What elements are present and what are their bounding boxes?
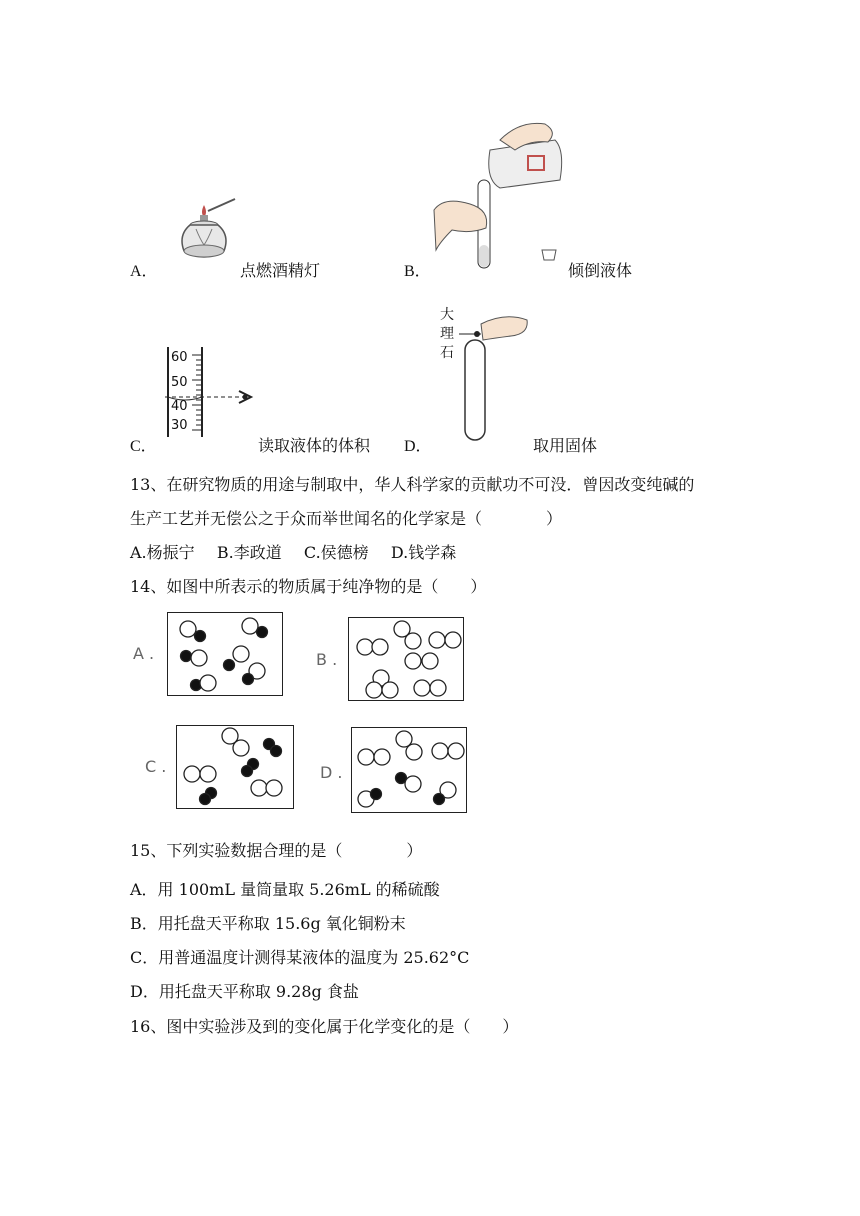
q15-choice-b: B．用托盘天平称取 15.6g 氧化铜粉末 bbox=[130, 914, 406, 933]
marble-label-2: 理 bbox=[440, 326, 454, 342]
option-b-letter: B． bbox=[404, 263, 431, 280]
q14-stem: 14、如图中所表示的物质属于纯净物的是（ ） bbox=[130, 577, 487, 596]
q16-stem: 16、图中实验涉及到的变化属于化学变化的是（ ） bbox=[130, 1017, 519, 1036]
q15-choice-d: D．用托盘天平称取 9.28g 食盐 bbox=[130, 982, 359, 1001]
option-a-letter: A． bbox=[130, 263, 158, 280]
q14-box-a bbox=[167, 612, 283, 696]
tick-30: 30 bbox=[171, 418, 188, 433]
molecules-c bbox=[177, 726, 293, 808]
q14-box-b bbox=[348, 617, 464, 701]
q14-label-b: B . bbox=[316, 650, 338, 669]
marble-label-1: 大 bbox=[440, 307, 454, 323]
q13-choice-a: A.杨振宁 bbox=[130, 543, 195, 562]
q13-choices bbox=[130, 540, 456, 563]
option-a-caption: 点燃酒精灯 bbox=[240, 261, 321, 280]
q14-label-a: A . bbox=[133, 644, 155, 663]
q15-stem: 15、下列实验数据合理的是（ ） bbox=[130, 841, 423, 860]
tick-40: 40 bbox=[171, 399, 188, 414]
q14-label-c: C . bbox=[145, 757, 167, 776]
test-tube-solid-icon bbox=[455, 310, 535, 445]
tick-60: 60 bbox=[171, 350, 188, 365]
q13-choice-c: C.侯德榜 bbox=[303, 543, 369, 562]
q15-choice-a: A．用 100mL 量筒量取 5.26mL 的稀硫酸 bbox=[130, 880, 440, 899]
molecules-b bbox=[349, 618, 463, 700]
option-c-caption: 读取液体的体积 bbox=[258, 436, 371, 455]
q15-choice-c: C．用普通温度计测得某液体的温度为 25.62°C bbox=[130, 948, 470, 967]
marble-label-3: 石 bbox=[440, 345, 454, 361]
pouring-liquid-icon bbox=[430, 110, 570, 270]
q13-choice-b: B.李政道 bbox=[216, 543, 282, 562]
q13-choice-d: D.钱学森 bbox=[390, 543, 457, 562]
option-d-caption: 取用固体 bbox=[533, 436, 598, 455]
q13-stem-line1: 13、在研究物质的用途与制取中，华人科学家的贡献功不可没．曾因改变纯碱的 bbox=[130, 475, 695, 494]
molecules-a bbox=[168, 613, 282, 695]
q14-box-d bbox=[351, 727, 467, 813]
q14-box-c bbox=[176, 725, 294, 809]
option-d-letter: D． bbox=[404, 438, 432, 455]
alcohol-lamp-icon bbox=[160, 195, 240, 275]
q13-stem-line2: 生产工艺并无偿公之于众而举世闻名的化学家是（ ） bbox=[130, 509, 563, 528]
tick-50: 50 bbox=[171, 375, 188, 390]
molecules-d bbox=[352, 728, 466, 812]
q14-label-d: D . bbox=[320, 763, 343, 782]
marble-label bbox=[440, 306, 456, 363]
option-c-letter: C． bbox=[130, 438, 157, 455]
option-b-caption: 倾倒液体 bbox=[568, 261, 633, 280]
